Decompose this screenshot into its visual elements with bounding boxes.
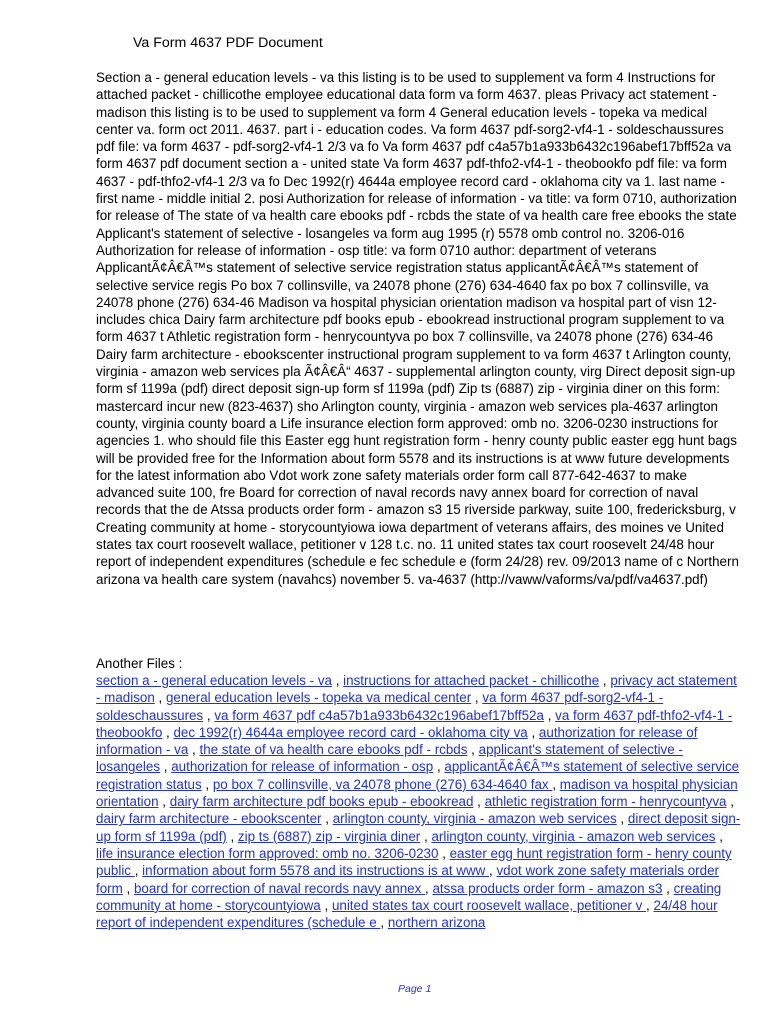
link-separator: , <box>467 742 479 758</box>
link-separator: , <box>715 828 723 844</box>
link-separator: , <box>433 759 445 775</box>
other-file-link[interactable]: direct deposit sign-up form sf 1199a (pdf) <box>96 811 741 844</box>
other-file-link[interactable]: dairy farm architecture pdf books epub - ebookread <box>169 794 474 810</box>
link-separator: , <box>226 828 238 844</box>
link-separator: , <box>188 742 200 758</box>
link-separator: , <box>134 863 143 879</box>
link-separator: , <box>662 880 674 896</box>
link-separator: , <box>646 897 654 913</box>
other-file-link[interactable]: va form 4637 pdf c4a57b1a933b6432c196abef17bff52a <box>214 707 544 723</box>
other-file-link[interactable]: authorization for release of information - osp <box>171 759 434 775</box>
other-file-link[interactable]: dec 1992(r) 4644a employee record card - oklahoma city va <box>173 724 528 740</box>
link-separator: , <box>203 707 215 723</box>
other-file-link[interactable]: privacy act statement - madison <box>96 673 737 706</box>
link-separator: , <box>162 724 174 740</box>
link-separator: , <box>122 880 134 896</box>
link-separator: , <box>425 880 433 896</box>
link-separator: , <box>321 811 333 827</box>
link-separator: , <box>726 794 734 810</box>
link-separator: , <box>158 794 170 810</box>
other-file-link[interactable]: madison va hospital physician orientation <box>96 776 738 810</box>
link-separator: , <box>552 776 560 792</box>
link-separator: , <box>599 673 611 688</box>
link-separator: , <box>473 794 485 810</box>
other-file-link[interactable]: va form 4637 pdf-sorg2-vf4-1 - soldeschaussures <box>96 690 664 723</box>
other-files-links <box>96 672 742 931</box>
link-separator: , <box>543 707 556 723</box>
other-file-link[interactable]: atssa products order form - amazon s3 <box>432 880 663 896</box>
other-file-link[interactable]: 24/48 hour report of independent expenditures (schedule e <box>96 897 718 931</box>
other-file-link[interactable]: vdot work zone safety materials order form <box>96 863 719 896</box>
other-file-link[interactable]: dairy farm architecture - ebookscenter <box>96 811 322 827</box>
link-separator: , <box>420 828 432 844</box>
other-file-link[interactable]: athletic registration form - henrycountyva <box>484 794 727 810</box>
other-file-link[interactable]: information about form 5578 and its instructions is at www <box>142 863 490 879</box>
link-separator: , <box>471 690 483 706</box>
other-file-link[interactable]: easter egg hunt registration form - henry county public <box>96 845 732 879</box>
link-separator: , <box>201 776 213 792</box>
other-file-link[interactable]: general education levels - topeka va medical center <box>165 690 472 706</box>
page-number: Page 1 <box>398 983 432 995</box>
link-separator: , <box>438 845 450 861</box>
other-file-link[interactable]: applicant's statement of selective - losangeles <box>96 742 683 775</box>
other-file-link[interactable]: po box 7 collinsville, va 24078 phone (276) 634-4640 fax <box>212 776 553 792</box>
other-file-link[interactable]: the state of va health care ebooks pdf - rcbds <box>199 742 468 758</box>
document-body-text: Section a - general education levels - va this listing is to be used to supplement va form 4 Instructions for attached packet - chillicothe employee educational data form va form 4637. pleas Privacy act statement - madison this listing is to be used to supplement va form 4 General education levels - topeka va medical center va. form oct 2011. 4637. part i - education codes. Va form 4637 pdf-sorg2-vf4-1 - soldeschaussures pdf file: va form 4637 - pdf-sorg2-vf4-1 2/3 va fo Va form 4637 pdf c4a57b1a933b6432c196abef17bff52a va form 4637 pdf document section a - united state Va form 4637 pdf-thfo2-vf4-1 - theobookfo pdf file: va form 4637 - pdf-thfo2-vf4-1 2/3 va fo Dec 1992(r) 4644a employee record card - oklahoma city va 1. last name - first name - middle initial 2. posi Authorization for release of information - va title: va form 0710, authorization for release of The state of va health care ebooks pdf - rcbds the state of va health care free ebooks the state Applicant's statement of selective - losangeles va form aug 1995 (r) 5578 omb control no. 3206-016 Authorization for release of information - osp title: va form 0710 author: department of veterans ApplicantÃ¢Â€Â™s statement of selective service registration status applicantÃ¢Â€Â™s statement of selective service regis Po box 7 collinsville, va 24078 phone (276) 634-4640 fax po box 7 collinsville, va 24078 phone (276) 634-46 Madison va hospital physician orientation madison va hospital part of visn 12-includes chica Dairy farm architecture pdf books epub - ebookread instructional program supplement to va form 4637 t Athletic registration form - henrycountyva po box 7 collinsville, va 24078 phone (276) 634-46 Dairy farm architecture - ebookscenter instructional program supplement to va form 4637 t Arlington county, virginia - amazon web services pla Ã¢Â€Â“ 4637 - supplemental arlington county, virg Direct deposit sign-up form sf 1199a (pdf) direct deposit sign-up form sf 1199a (pdf) Zip ts (6887) zip - virginia diner on this form: mastercard incur new (823-4637) sho Arlington county, virginia - amazon web services pla-4637 arlington county, virginia county board a Life insurance election form approved: omb no. 3206-0230 instructions for agencies 1. who should file this Easter egg hunt registration form - henry county public easter egg hunt bags will be provided free for the Information about form 5578 and its instructions is at www future developments for the latest information abo Vdot work zone safety materials order form call 877-642-4637 to make advanced suite 100, fre Board for correction of naval records navy annex board for correction of naval records that the de Atssa products order form - amazon s3 15 riverside parkway, suite 100, fredericksburg, v Creating community at home - storycountyiowa iowa department of veterans affairs, des moines ve United states tax court roosevelt wallace, petitioner v 128 t.c. no. 11 united states tax court roosevelt 24/48 hour report of independent expenditures (schedule e fec schedule e (form 24/28) rev. 09/2013 name of c Northern arizona va health care system (navahcs) november 5. va-4637 (http://vaww/vaforms/va/pdf/va4637.pdf) <box>96 70 739 587</box>
link-separator: , <box>154 690 166 706</box>
link-separator: , <box>489 863 497 879</box>
other-file-link[interactable]: arlington county, virginia - amazon web services <box>431 828 716 844</box>
other-file-link[interactable]: united states tax court roosevelt wallace, petitioner v <box>331 897 647 913</box>
other-files-heading: Another Files : <box>96 656 183 671</box>
link-separator: , <box>380 915 388 931</box>
other-file-link[interactable]: applicantÃ¢Â€Â™s statement of selective service registration status <box>96 759 740 792</box>
link-separator: , <box>616 811 628 827</box>
link-separator: , <box>160 759 172 775</box>
other-file-link[interactable]: creating community at home - storycountyiowa <box>96 880 722 913</box>
link-separator: , <box>320 897 332 913</box>
other-file-link[interactable]: instructions for attached packet - chillicothe <box>343 673 600 688</box>
other-file-link[interactable]: board for correction of naval records navy annex <box>133 880 425 896</box>
other-file-link[interactable]: section a - general education levels - va <box>96 673 332 688</box>
other-file-link[interactable]: zip ts (6887) zip - virginia diner <box>237 828 421 844</box>
other-file-link[interactable]: va form 4637 pdf-thfo2-vf4-1 - theobookfo <box>96 707 733 740</box>
link-separator: , <box>331 673 344 688</box>
document-title: Va Form 4637 PDF Document <box>133 35 323 51</box>
other-file-link[interactable]: life insurance election form approved: omb no. 3206-0230 <box>96 845 439 861</box>
link-separator: , <box>527 724 539 740</box>
other-file-link[interactable]: arlington county, virginia - amazon web services <box>332 811 617 827</box>
other-file-link[interactable]: authorization for release of information - va <box>96 724 698 758</box>
other-file-link[interactable]: northern arizona <box>387 915 486 931</box>
